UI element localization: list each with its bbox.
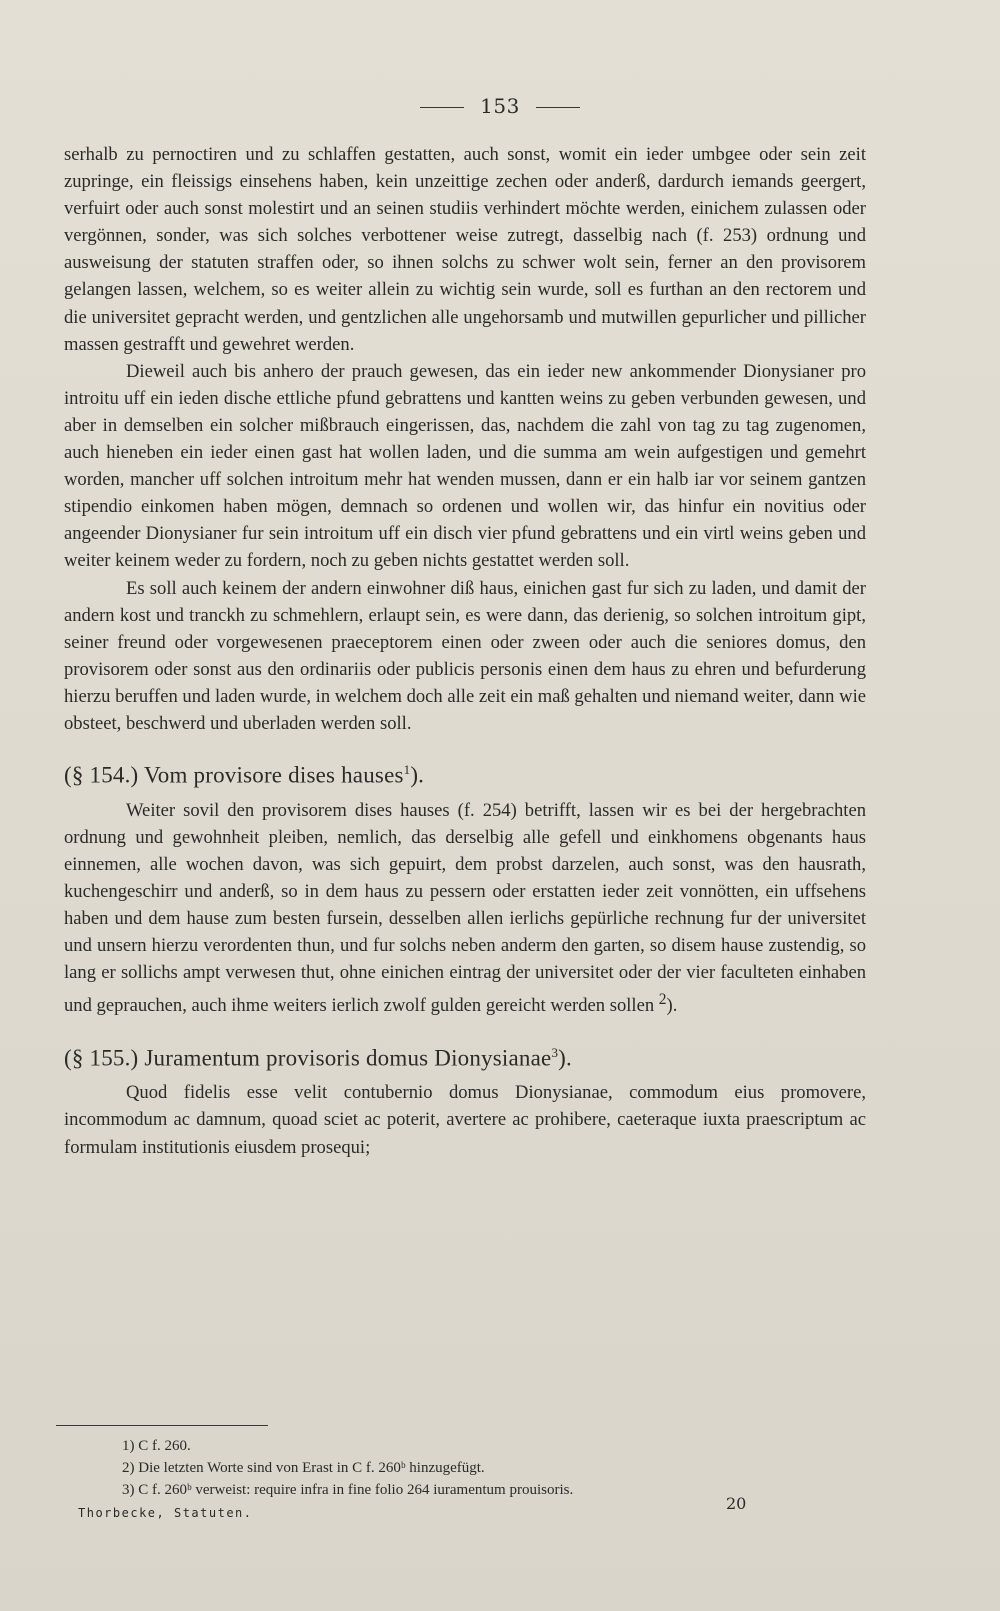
header-rule-right <box>536 107 580 108</box>
section-155-heading-end: ). <box>558 1045 572 1071</box>
section-154-heading-end: ). <box>410 762 425 788</box>
section-155-heading-text: (§ 155.) Juramentum provisoris domus Dionysianae <box>64 1045 552 1071</box>
footer-publisher: Thorbecke, Statuten. <box>78 1506 253 1520</box>
section-155-heading <box>64 1038 866 1074</box>
section-154-text-end: ). <box>666 995 678 1017</box>
section-154-text: Weiter sovil den provisorem dises hauses (f. 254) betrifft, lassen wir es bei der hergebrachten ordnung und gewohnheit pleiben, nemlich, das derselbig alle gefell und einkhomens obgenants haus einnemen, alle wochen davon, was sich gepuirt, dem probst darzelen, auch sonst, was den hausrath, kuchengeschirr und anderß, so in dem haus zu pessern oder erstatten ieder zeit vonnötten, ein uffsehens haben und dem hause zum besten fursein, desselben allen ierlichs gepürliche rechnung fur der universitet und unsern hierzu verordenten thun, und fur solchs neben anderm den garten, so disem hause zustendig, so lang er sollichs ampt verwesen thut, ohne einichen eintrag der universitet oder der vier faculteten einhaben und geprauchen, auch ihme weiters ierlich zwolf gulden gereicht werden sollen <box>64 799 866 1017</box>
paragraph-3: Es soll auch keinem der andern einwohner diß haus, einichen gast fur sich zu laden, und damit der andern kost und tranckh zu schmehlern, erlaupt sein, es were dann, das derienig, so solchen introitum gipt, seiner freund oder vorgewesenen praeceptorem einen oder zween oder auch die seniores domus, den provisorem oder sonst aus den ordinariis oder publicis personis einen dem haus zu ehren und befurderung hierzu beruffen und laden wurde, in welchem doch alle zeit ein maß gehalten und niemand weiter, dann wie obsteet, beschwerd und uberladen werden soll. <box>64 577 866 734</box>
section-154-heading-note: 1 <box>403 762 411 778</box>
footnote-3: 3) C f. 260ᵇ verweist: require infra in fine folio 264 iuramentum prouisoris. <box>122 1482 574 1498</box>
paragraph-1: serhalb zu pernoctiren und zu schlaffen gestatten, auch sonst, womit ein ieder umbgee oder sein zeit zupringe, ein fleissigs einsehens haben, kein unzeittige zechen oder anderß, dardurch iemands geergert, verfuirt oder auch sonst molestirt und an seinen studiis verhindert möchte werden, einichem zulassen oder vergönnen, sonder, was sich solches verbottener weise zutregt, dasselbig nach (f. 253) ordnung und ausweisung der statuten straffen oder, so ihnen solchs zu schwer wolt sein, ferner an den provisorem gelangen lassen, welchem, so es weiter allein zu wichtig sein wurde, soll es furthan an den rectorem und die universitet gepracht werden, und gentzlichen alle ungehorsamb und mutwillen gepurlicher und pillicher massen gestrafft und gewehret werden. <box>64 144 866 355</box>
body-text <box>64 141 866 1161</box>
page-header <box>0 94 1000 118</box>
footnote-2: 2) Die letzten Worte sind von Erast in C f. 260ᵇ hinzugefügt. <box>122 1460 485 1476</box>
section-154-heading-text: (§ 154.) Vom provisore dises hauses <box>64 762 404 788</box>
header-rule-left <box>420 107 464 108</box>
section-155-paragraph: Quod fidelis esse velit contubernio domus Dionysianae, commodum eius promovere, incommodum ac damnum, quoad sciet ac poterit, avertere ac prohibere, caeteraque iuxta praescriptum ac formulam institutionis eiusdem prosequi; <box>64 1082 866 1158</box>
footnote-1: 1) C f. 260. <box>122 1438 191 1454</box>
footnotes <box>122 1435 762 1501</box>
paragraph-2: Dieweil auch bis anhero der prauch gewesen, das ein ieder new ankommender Dionysianer pro introitu uff ein ieden dische ettliche pfund gebrattens und kantten weins zu geben verbunden gewesen, und aber in demselben ein solcher mißbrauch eingerissen, das, nachdem die zahl von tag zu tag zugenomen, auch hieneben ein ieder einen gast hat wollen laden, und die summa am wein aufgestigen und gemehrt worden, mancher uff solchen introitum mehr hat wenden mussen, dann er ein halb iar vor seinem gantzen stipendio einkomen haben mögen, demnach so ordenen und wollen wir, das hinfur ein novitius oder angeender Dionysianer fur sein introitum uff ein disch vier pfund gebrattens und ein virtl weins geben und weiter keinem weder zu fordern, noch zu geben nichts gestattet werden soll. <box>64 360 866 572</box>
section-154-paragraph <box>64 797 866 1020</box>
section-154-heading <box>64 755 866 791</box>
signature-mark: 20 <box>726 1494 747 1513</box>
page-number: 153 <box>480 94 520 118</box>
section-155-heading-note: 3 <box>551 1044 559 1060</box>
section-154-text-note: 2 <box>658 991 667 1009</box>
footnote-separator <box>56 1425 268 1426</box>
